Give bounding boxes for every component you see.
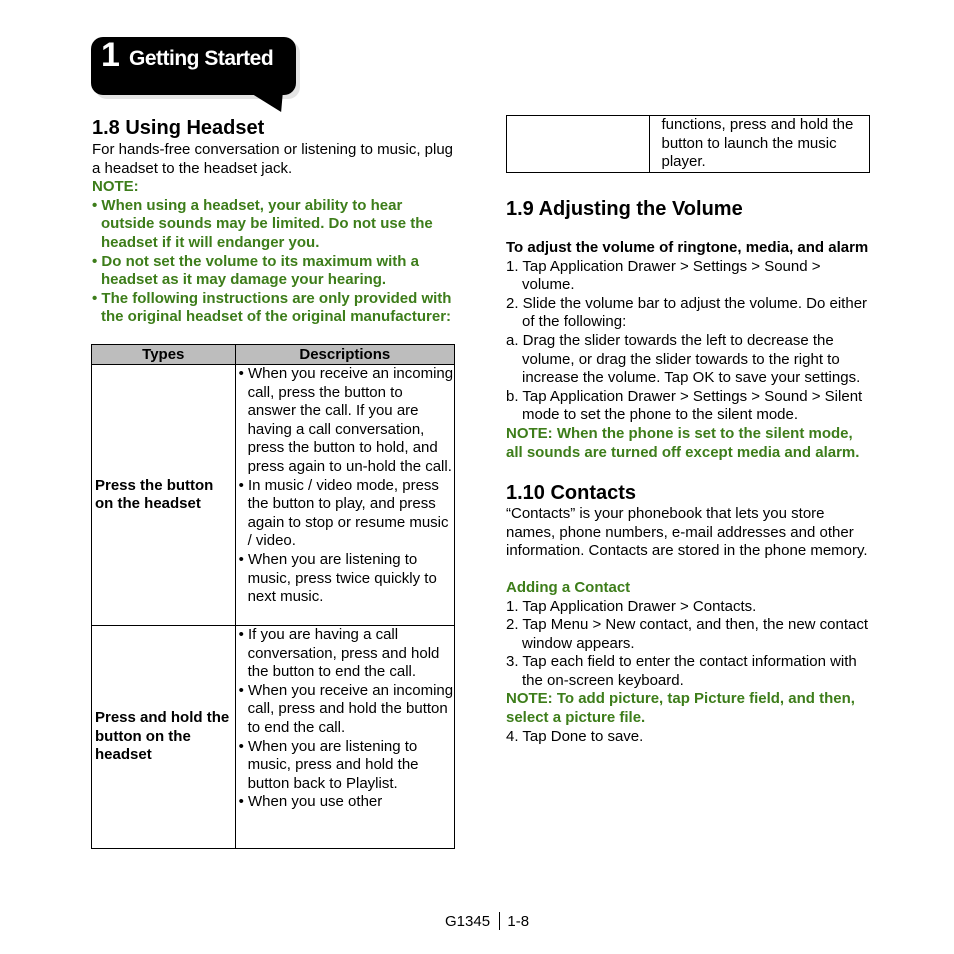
step-item: 1. Tap Application Drawer > Settings > Sound > volume. (506, 257, 821, 294)
description-item: • When you use other (238, 793, 383, 811)
adding-contact-heading: Adding a Contact (506, 578, 631, 596)
step-item: 2. Tap Menu > New contact, and then, the new contact window appears. (506, 616, 869, 652)
description-continued: functions, press and hold the button to launch the music player. (661, 116, 854, 171)
description-item: • When you are listening to music, press and hold the button back to Playlist. (238, 737, 419, 792)
right-column (506, 198, 870, 746)
volume-steps (506, 258, 870, 425)
footer-divider (499, 912, 500, 930)
section-heading-contacts: 1.10 Contacts (506, 482, 637, 505)
left-column (92, 117, 456, 327)
section-heading-headset: 1.8 Using Headset (92, 117, 265, 139)
step-item: a. Drag the slider towards the left to decrease the volume, or drag the slider towards to the right to increase the volume. Tap OK to save your settings. (506, 331, 861, 387)
contacts-intro: “Contacts” is your phonebook that lets you store names, phone numbers, e-mail addresses and other information. Contacts are stored in the phone memory. (506, 505, 868, 560)
step-item: b. Tap Application Drawer > Settings > Sound > Silent mode to set the phone to the silent mode. (506, 387, 863, 424)
headset-intro: For hands-free conversation or listening to music, plug a headset to the headset jack. (92, 141, 454, 177)
model-number: G1345 (445, 913, 491, 930)
table-cell-description (649, 116, 870, 173)
step-item: 2. Slide the volume bar to adjust the volume. Do either of the following: (506, 294, 868, 331)
table-header-types: Types (92, 345, 236, 365)
description-item: • If you are having a call conversation, press and hold the button to end the call. (238, 626, 440, 681)
table-row (92, 365, 455, 626)
volume-note: NOTE: When the phone is set to the silent mode, all sounds are turned off except media and alarm. (506, 424, 860, 461)
description-item: • When you receive an incoming call, press and hold the button to end the call. (238, 681, 454, 736)
chapter-tab (91, 37, 296, 95)
description-item: • When you are listening to music, press twice quickly to next music. (238, 550, 437, 606)
table-cell-type (507, 116, 650, 173)
volume-subheading: To adjust the volume of ringtone, media, and alarm (506, 239, 869, 256)
page-number: 1-8 (507, 913, 530, 930)
headset-table (91, 344, 455, 849)
table-row (92, 626, 455, 849)
table-cell-description (235, 626, 454, 849)
final-step: 4. Tap Done to save. (506, 727, 644, 745)
table-cell-description (235, 365, 454, 626)
note-item: • When using a headset, your ability to hear outside sounds may be limited. Do not use the headset if it will endanger you. (92, 196, 433, 251)
note-item: • Do not set the volume to its maximum with a headset as it may damage your hearing. (92, 252, 419, 289)
adding-note: NOTE: To add picture, tap Picture field, and then, select a picture file. (506, 690, 855, 727)
note-label: NOTE: (92, 178, 139, 196)
table-row (507, 116, 870, 173)
section-heading-volume: 1.9 Adjusting the Volume (506, 198, 743, 220)
table-header-row (92, 345, 455, 365)
adding-steps (506, 598, 870, 691)
table-cell-type: Press and hold the button on the headset (92, 626, 236, 849)
table-header-descriptions: Descriptions (235, 345, 454, 365)
step-item: 1. Tap Application Drawer > Contacts. (506, 597, 757, 615)
chapter-tab-pointer (247, 92, 283, 112)
chapter-title: Getting Started (129, 47, 274, 70)
table-cell-type: Press the button on the headset (92, 365, 236, 626)
step-item: 3. Tap each field to enter the contact information with the on-screen keyboard. (506, 653, 857, 689)
note-item: • The following instructions are only provided with the original headset of the original manufacturer: (92, 289, 452, 326)
description-item: • When you receive an incoming call, press the button to answer the call. If you are having a call conversation, press the button to hold, and press again to un-hold the call. (238, 365, 454, 475)
description-item: • In music / video mode, press the button to play, and press again to stop or resume music / video. (238, 476, 449, 550)
headset-notes (92, 197, 456, 327)
table-continuation (506, 115, 870, 173)
chapter-number: 1 (101, 36, 120, 74)
page-footer (445, 912, 529, 930)
